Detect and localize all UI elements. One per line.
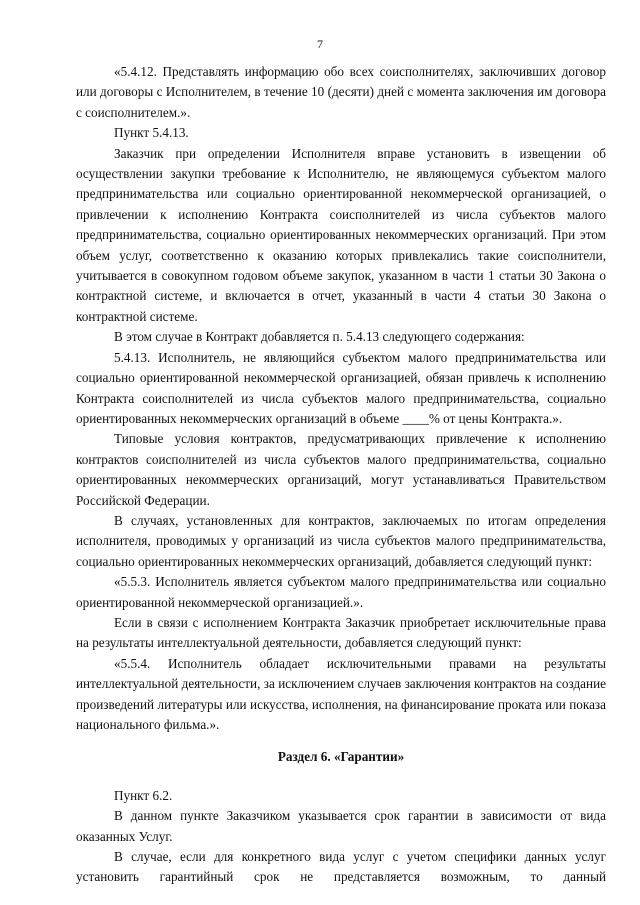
paragraph-5-4-12: «5.4.12. Представлять информацию обо всех соисполнителях, заключивших договор или договоры с Исполнителем, в течение 10 (десяти) дней с момента заключения им договора с соисполнителем.». [76, 64, 606, 120]
paragraph-exclusive-rights: Если в связи с исполнением Контракта Заказчик приобретает исключительные права на результаты интеллектуальной деятельности, добавляется следующий пункт: [76, 614, 606, 651]
point-heading-5-4-13: Пункт 5.4.13. [114, 125, 189, 141]
paragraph-warranty-impossible: В случае, если для конкретного вида услуг с учетом специфики данных услуг установить гарантийный срок не представляется возможным, то данный [76, 849, 606, 885]
page-number: 7 [317, 37, 323, 51]
paragraph-customer-requirement: Заказчик при определении Исполнителя вправе установить в извещении об осуществлении закупки требование к Исполнителю, не являющемуся субъектом малого предпринимательства или социально ориентированной некоммерческой организацией, о привлечении к исполнению Контракта соисполнителей из числа субъектов малого предпринимательства, социально ориентированных некоммерческих организаций. При этом объем услуг, соответственно к оказанию которых привлекались такие соисполнители, учитывается в совокупном годовом объеме закупок, указанном в части 1 статьи 30 Закона о контрактной системе, и включается в отчет, указанный в части 4 статьи 30 Закона о контрактной системе. [76, 145, 606, 324]
point-heading-6-2: Пункт 6.2. [114, 787, 173, 803]
paragraph-typical-conditions: Типовые условия контрактов, предусматривающих привлечение к исполнению контрактов соисполнителей из числа субъектов малого предпринимательства, социально ориентированных некоммерческих организаций, могут устанавливаться Правительством Российской Федерации. [76, 431, 606, 508]
paragraph-5-5-3: «5.5.3. Исполнитель является субъектом малого предпринимательства или социально ориентированной некоммерческой организацией.». [76, 574, 606, 610]
paragraph-cases: В случаях, установленных для контрактов, заключаемых по итогам определения исполнителя, проводимых у организаций из числа субъектов малого предпринимательства, социально ориентированных некоммерческих организаций, добавляется следующий пункт: [76, 512, 606, 569]
paragraph-5-4-13: 5.4.13. Исполнитель, не являющийся субъектом малого предпринимательства или социально ориентированной некоммерческой организацией, обязан привлечь к исполнению Контракта соисполнителей из числа субъектов малого предпринимательства, социально ориентированных некоммерческих организаций в объеме ____% от цены Контракта.». [76, 349, 606, 426]
paragraph-5-5-4: «5.5.4. Исполнитель обладает исключительными правами на результаты интеллектуальной деятельности, за исключением случаев заключения контрактов на создание произведений литературы или искусства, исполнения, на финансирование проката или показа национального фильма.». [76, 655, 606, 732]
paragraph-warranty-term: В данном пункте Заказчиком указывается срок гарантии в зависимости от вида оказанных Услуг. [76, 808, 606, 844]
document-body [76, 62, 606, 888]
section-heading: Раздел 6. «Гарантии» [277, 749, 405, 765]
paragraph-contract-addition: В этом случае в Контракт добавляется п. 5.4.13 следующего содержания: [114, 329, 525, 345]
